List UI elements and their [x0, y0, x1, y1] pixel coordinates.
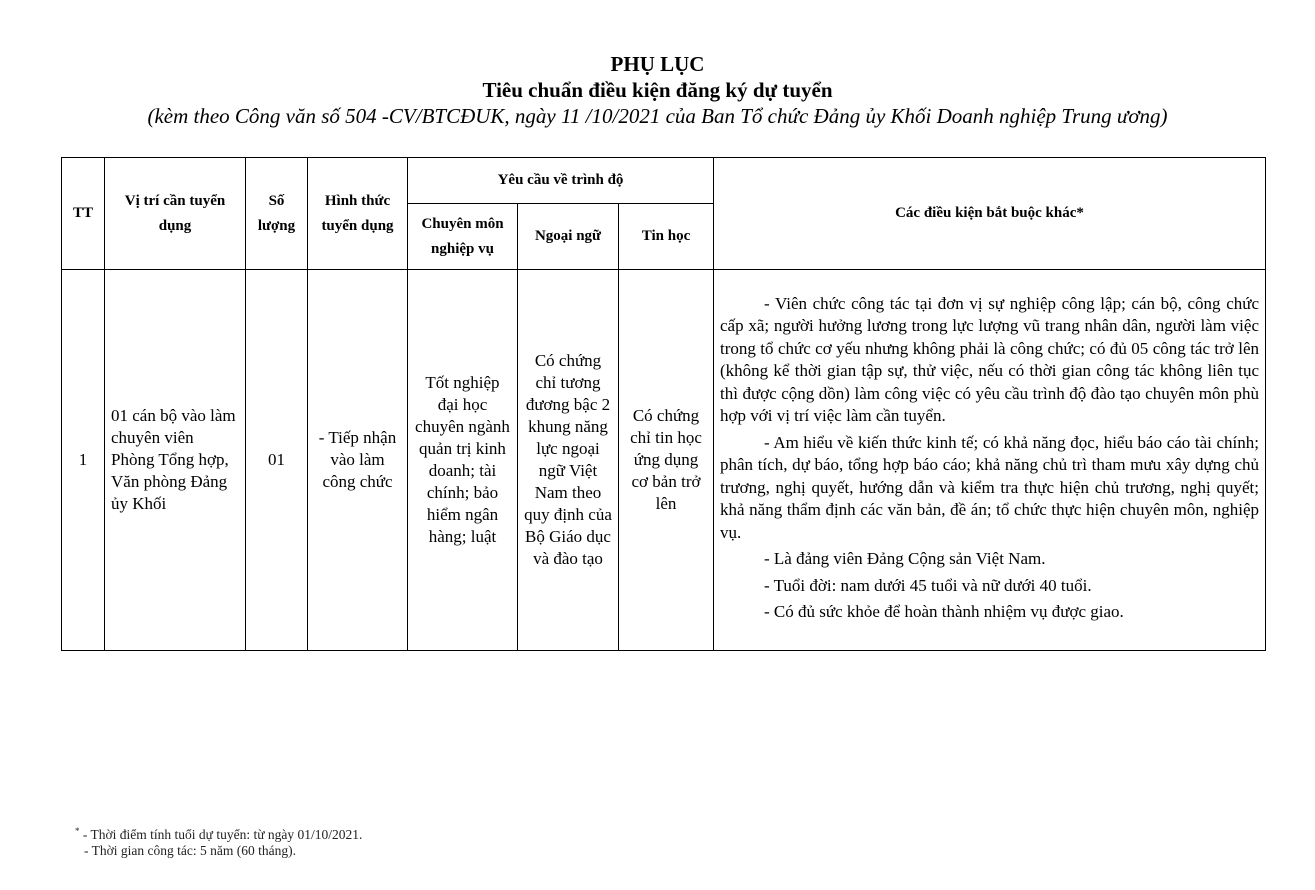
header-language: Ngoại ngữ [518, 204, 619, 270]
document-title: PHỤ LỤC [610, 52, 705, 76]
header-tt: TT [62, 158, 105, 270]
footnote-work-time: - Thời gian công tác: 5 năm (60 tháng). [84, 843, 296, 858]
header-other-conditions: Các điều kiện bắt buộc khác* [714, 158, 1266, 270]
header-form: Hình thức tuyển dụng [308, 158, 408, 270]
table-row [62, 270, 1266, 651]
condition-item: - Am hiểu về kiến thức kinh tế; có khả năng đọc, hiểu báo cáo tài chính; phân tích, dự báo, tổng hợp báo cáo; khả năng chủ trì tham mưu xây dựng chủ trương, nghị quyết, hướng dẫn và kiểm tra thực hiện chủ trương, nghị quyết; khả năng thẩm định các văn bản, đề án; tổ chức thực hiện chuyên môn, nghiệp vụ. [720, 432, 1259, 542]
condition-item: - Tuổi đời: nam dưới 45 tuổi và nữ dưới 40 tuổi. [764, 575, 1092, 595]
cell-form: - Tiếp nhận vào làm công chức [308, 270, 408, 651]
cell-tt: 1 [62, 270, 105, 651]
footnote-line-1: - Thời điểm tính tuổi dự tuyển: từ ngày 01/10/2021. [79, 827, 363, 842]
condition-item: - Có đủ sức khỏe để hoàn thành nhiệm vụ được giao. [764, 602, 1124, 621]
header-position: Vị trí cần tuyển dụng [105, 158, 246, 270]
header-specialty: Chuyên môn nghiệp vụ [408, 204, 518, 270]
header-requirements: Yêu cầu về trình độ [408, 158, 714, 204]
footnote-marker: * [75, 826, 80, 836]
cell-specialty: Tốt nghiệp đại học chuyên ngành quản trị kinh doanh; tài chính; bảo hiểm ngân hàng; luật [408, 270, 518, 651]
cell-quantity: 01 [246, 270, 308, 651]
cell-language: Có chứng chỉ tương đương bậc 2 khung năng lực ngoại ngữ Việt Nam theo quy định của Bộ Giáo dục và đào tạo [518, 270, 619, 651]
header-it: Tin học [619, 204, 714, 270]
cell-position: 01 cán bộ vào làm chuyên viên Phòng Tổng hợp, Văn phòng Đảng ủy Khối [105, 270, 246, 651]
condition-item: - Viên chức công tác tại đơn vị sự nghiệp công lập; cán bộ, công chức cấp xã; người hưởng lương trong lực lượng vũ trang nhân dân, người làm việc trong tổ chức cơ yếu nhưng không phải là công chức; có đủ 05 công tác trở lên (không kể thời gian tập sự, thử việc, nếu có thời gian công tác không liên tục thì được cộng dồn) làm công việc có yêu cầu trình độ đào tạo chuyên môn phù hợp với vị trí việc làm cần tuyển. [720, 293, 1259, 425]
header-quantity: Số lượng [246, 158, 308, 270]
document-subtitle: Tiêu chuẩn điều kiện đăng ký dự tuyển [482, 78, 833, 102]
document-reference: (kèm theo Công văn số 504 -CV/BTCĐUK, ngày 11 /10/2021 của Ban Tổ chức Đảng ủy Khối Doanh nghiệp Trung ương) [147, 104, 1168, 128]
cell-conditions [714, 270, 1266, 651]
cell-it: Có chứng chỉ tin học ứng dụng cơ bản trở lên [619, 270, 714, 651]
header-row-top [62, 158, 1266, 204]
condition-item: - Là đảng viên Đảng Cộng sản Việt Nam. [764, 549, 1046, 568]
requirements-table [61, 157, 1266, 651]
